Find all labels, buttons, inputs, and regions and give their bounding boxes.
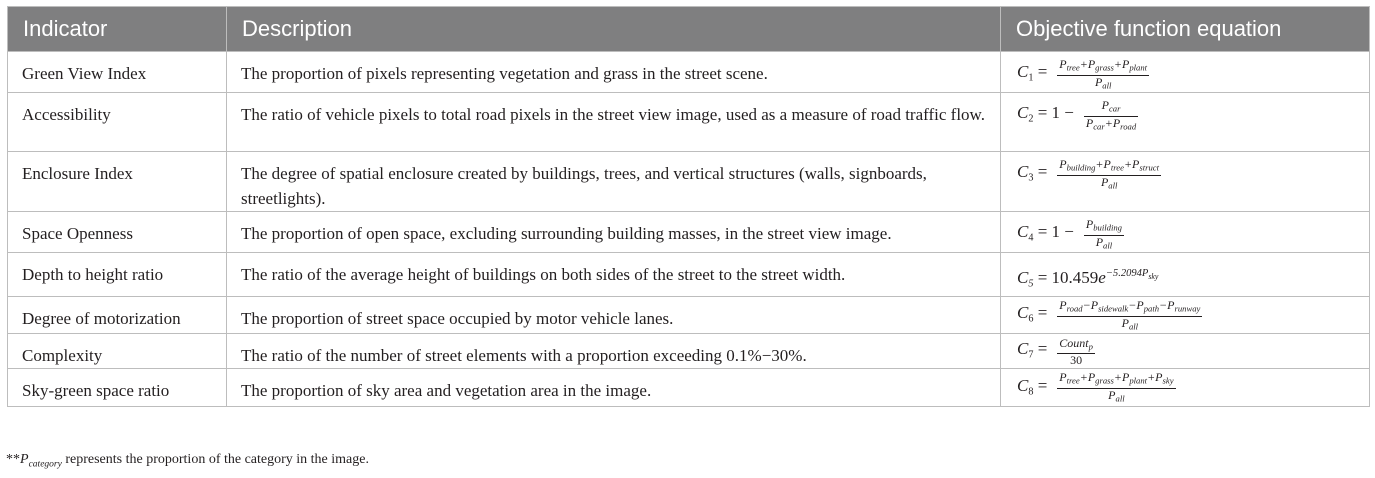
indicator-cell: Degree of motorization xyxy=(8,297,227,334)
header-equation: Objective function equation xyxy=(1001,7,1370,52)
table-row xyxy=(8,297,1370,334)
description-cell: The degree of spatial enclosure created by buildings, trees, and vertical structures (walls, signboards, streetlights). xyxy=(227,152,1001,212)
equation-cell xyxy=(1001,52,1370,93)
equation-c3: $C_3$ = $\frac{P_{building}+P_{tree}+P_{struct}}{P_{all}}$ xyxy=(1017,157,1160,191)
description-cell: The proportion of sky area and vegetation area in the image. xyxy=(227,369,1001,406)
equation-cell xyxy=(1001,334,1370,369)
indicator-cell: Green View Index xyxy=(8,52,227,93)
equation-c7: $C_7$ = $\frac{Count_p}{30}$ xyxy=(1017,335,1093,368)
table-row xyxy=(8,253,1370,297)
table-row xyxy=(8,52,1370,93)
fraction: $\frac{P_{tree}+P_{grass}+P_{plant}+P_{sky}}{P_{all}}$ xyxy=(1059,370,1174,404)
header-description: Description xyxy=(227,7,1001,52)
indicator-cell: Complexity xyxy=(8,334,227,369)
table-row xyxy=(8,212,1370,253)
table-footnote xyxy=(6,452,369,469)
equation-c2: $C_2 = 1$ − $\frac{P_{car}}{P_{car}+P_{road}}$ xyxy=(1017,98,1137,132)
equation-c1: $C_1$ = $\frac{P_{tree}+P_{grass}+P_{plant}}{P_{all}}$ xyxy=(1017,57,1148,91)
equation-cell xyxy=(1001,93,1370,152)
fraction: $\frac{P_{car}}{P_{car}+P_{road}}$ xyxy=(1085,98,1137,132)
fraction: $\frac{P_{road}-P_{sidewalk}-P_{path}-P_{runway}}{P_{all}}$ xyxy=(1059,298,1201,332)
equation-c6: $C_6$ = $\frac{P_{road}-P_{sidewalk}-P_{path}-P_{runway}}{P_{all}}$ xyxy=(1017,298,1201,332)
fraction: $\frac{P_{building}+P_{tree}+P_{struct}}{P_{all}}$ xyxy=(1059,157,1160,191)
equation-c8: $C_8$ = $\frac{P_{tree}+P_{grass}+P_{plant}+P_{sky}}{P_{all}}$ xyxy=(1017,370,1174,404)
table-row xyxy=(8,152,1370,212)
indicator-table-container xyxy=(7,6,1369,407)
fraction: $\frac{P_{building}}{P_{all}}$ xyxy=(1085,217,1122,251)
footnote-text: represents the proportion of the category in the image. xyxy=(61,452,369,467)
equation-cell xyxy=(1001,212,1370,253)
description-cell: The proportion of open space, excluding surrounding building masses, in the street view image. xyxy=(227,212,1001,253)
indicator-table xyxy=(7,6,1370,407)
footnote-symbol-subscript: category xyxy=(28,459,62,470)
table-header-row xyxy=(8,7,1370,52)
equation-cell xyxy=(1001,253,1370,297)
description-cell: The ratio of vehicle pixels to total road pixels in the street view image, used as a measure of road traffic flow. xyxy=(227,93,1001,152)
header-indicator: Indicator xyxy=(8,7,227,52)
description-cell: The ratio of the average height of buildings on both sides of the street to the street width. xyxy=(227,253,1001,297)
indicator-cell: Enclosure Index xyxy=(8,152,227,212)
description-cell: The proportion of pixels representing vegetation and grass in the street scene. xyxy=(227,52,1001,93)
fraction: $\frac{P_{tree}+P_{grass}+P_{plant}}{P_{all}}$ xyxy=(1059,57,1148,91)
indicator-cell: Sky-green space ratio xyxy=(8,369,227,406)
footnote-stars: ** xyxy=(6,452,20,467)
indicator-cell: Accessibility xyxy=(8,93,227,152)
table-row xyxy=(8,93,1370,152)
indicator-cell: Depth to height ratio xyxy=(8,253,227,297)
table-row xyxy=(8,334,1370,369)
description-cell: The proportion of street space occupied by motor vehicle lanes. xyxy=(227,297,1001,334)
table-row xyxy=(8,369,1370,406)
equation-cell xyxy=(1001,297,1370,334)
footnote-symbol: P xyxy=(20,452,29,467)
description-cell: The ratio of the number of street elements with a proportion exceeding 0.1%−30%. xyxy=(227,334,1001,369)
equation-cell xyxy=(1001,369,1370,406)
fraction: $\frac{Count_p}{30}$ xyxy=(1059,335,1093,368)
equation-cell xyxy=(1001,152,1370,212)
equation-c5: $C_5 = 10.459e^{-5.2094P_{sky}}$ xyxy=(1017,267,1159,290)
equation-c4: $C_4 = 1$ − $\frac{P_{building}}{P_{all}}$ xyxy=(1017,217,1122,251)
indicator-cell: Space Openness xyxy=(8,212,227,253)
